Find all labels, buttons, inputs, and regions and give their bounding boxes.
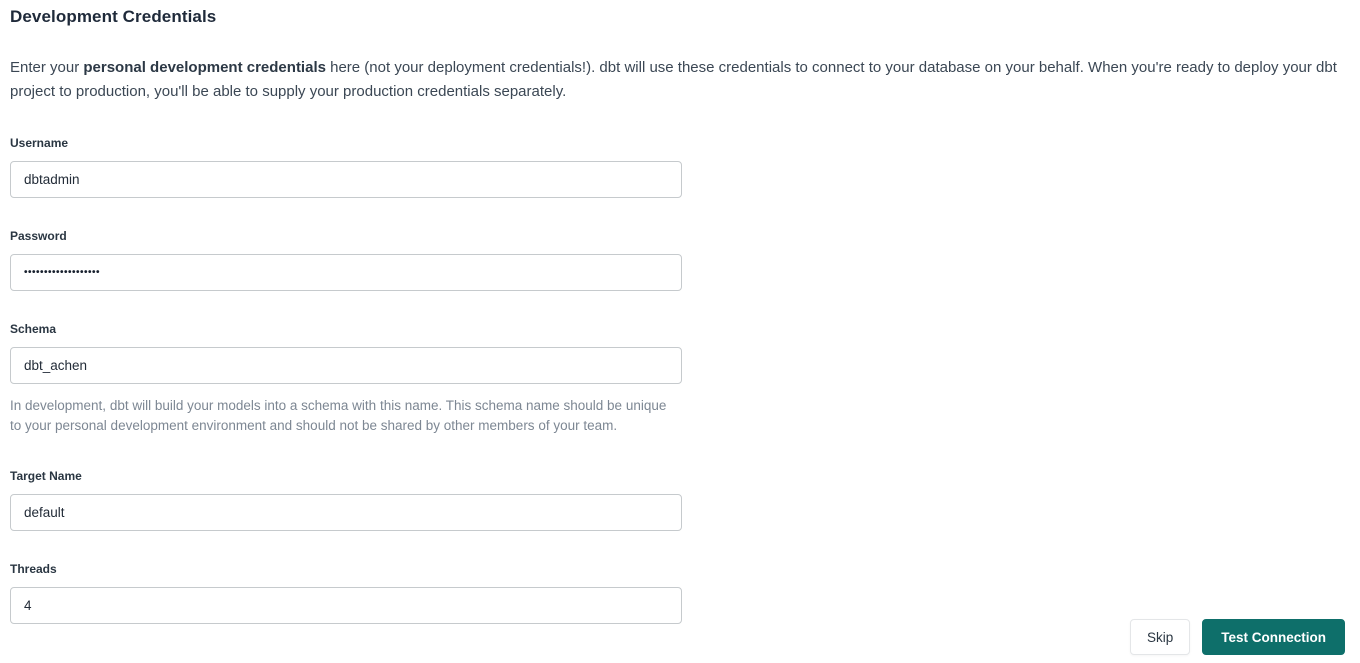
target-name-input[interactable]: [10, 494, 682, 531]
password-field-group: [10, 229, 1345, 291]
page-title: Development Credentials: [10, 7, 217, 26]
intro-pre: Enter your: [10, 59, 84, 76]
schema-input[interactable]: [10, 347, 682, 384]
threads-label: Threads: [10, 562, 57, 576]
target-name-field-group: [10, 469, 1345, 531]
schema-helper-text: In development, dbt will build your models into a schema with this name. This schema name should be unique to your personal development environment and should not be shared by other members of your team.: [10, 398, 667, 433]
username-input[interactable]: [10, 161, 682, 198]
intro-bold: personal development credentials: [83, 59, 326, 76]
username-field-group: [10, 136, 1345, 198]
schema-field-group: [10, 322, 1345, 436]
password-input[interactable]: [10, 254, 682, 291]
target-name-label: Target Name: [10, 469, 82, 483]
intro-post: here (not your deployment credentials!). dbt will use these credentials to connect to your database on your behalf. When you're ready to deploy your dbt project to production, you'll be able to supply your production credentials separately.: [10, 59, 1337, 100]
schema-label: Schema: [10, 322, 57, 336]
intro-paragraph: [10, 56, 1345, 104]
credentials-form: [10, 136, 1345, 624]
threads-field-group: [10, 562, 1345, 624]
form-actions: [1130, 619, 1345, 655]
password-label: Password: [10, 229, 67, 243]
test-connection-button[interactable]: Test Connection: [1202, 619, 1345, 655]
skip-button[interactable]: Skip: [1130, 619, 1190, 655]
username-label: Username: [10, 136, 69, 150]
threads-input[interactable]: [10, 587, 682, 624]
